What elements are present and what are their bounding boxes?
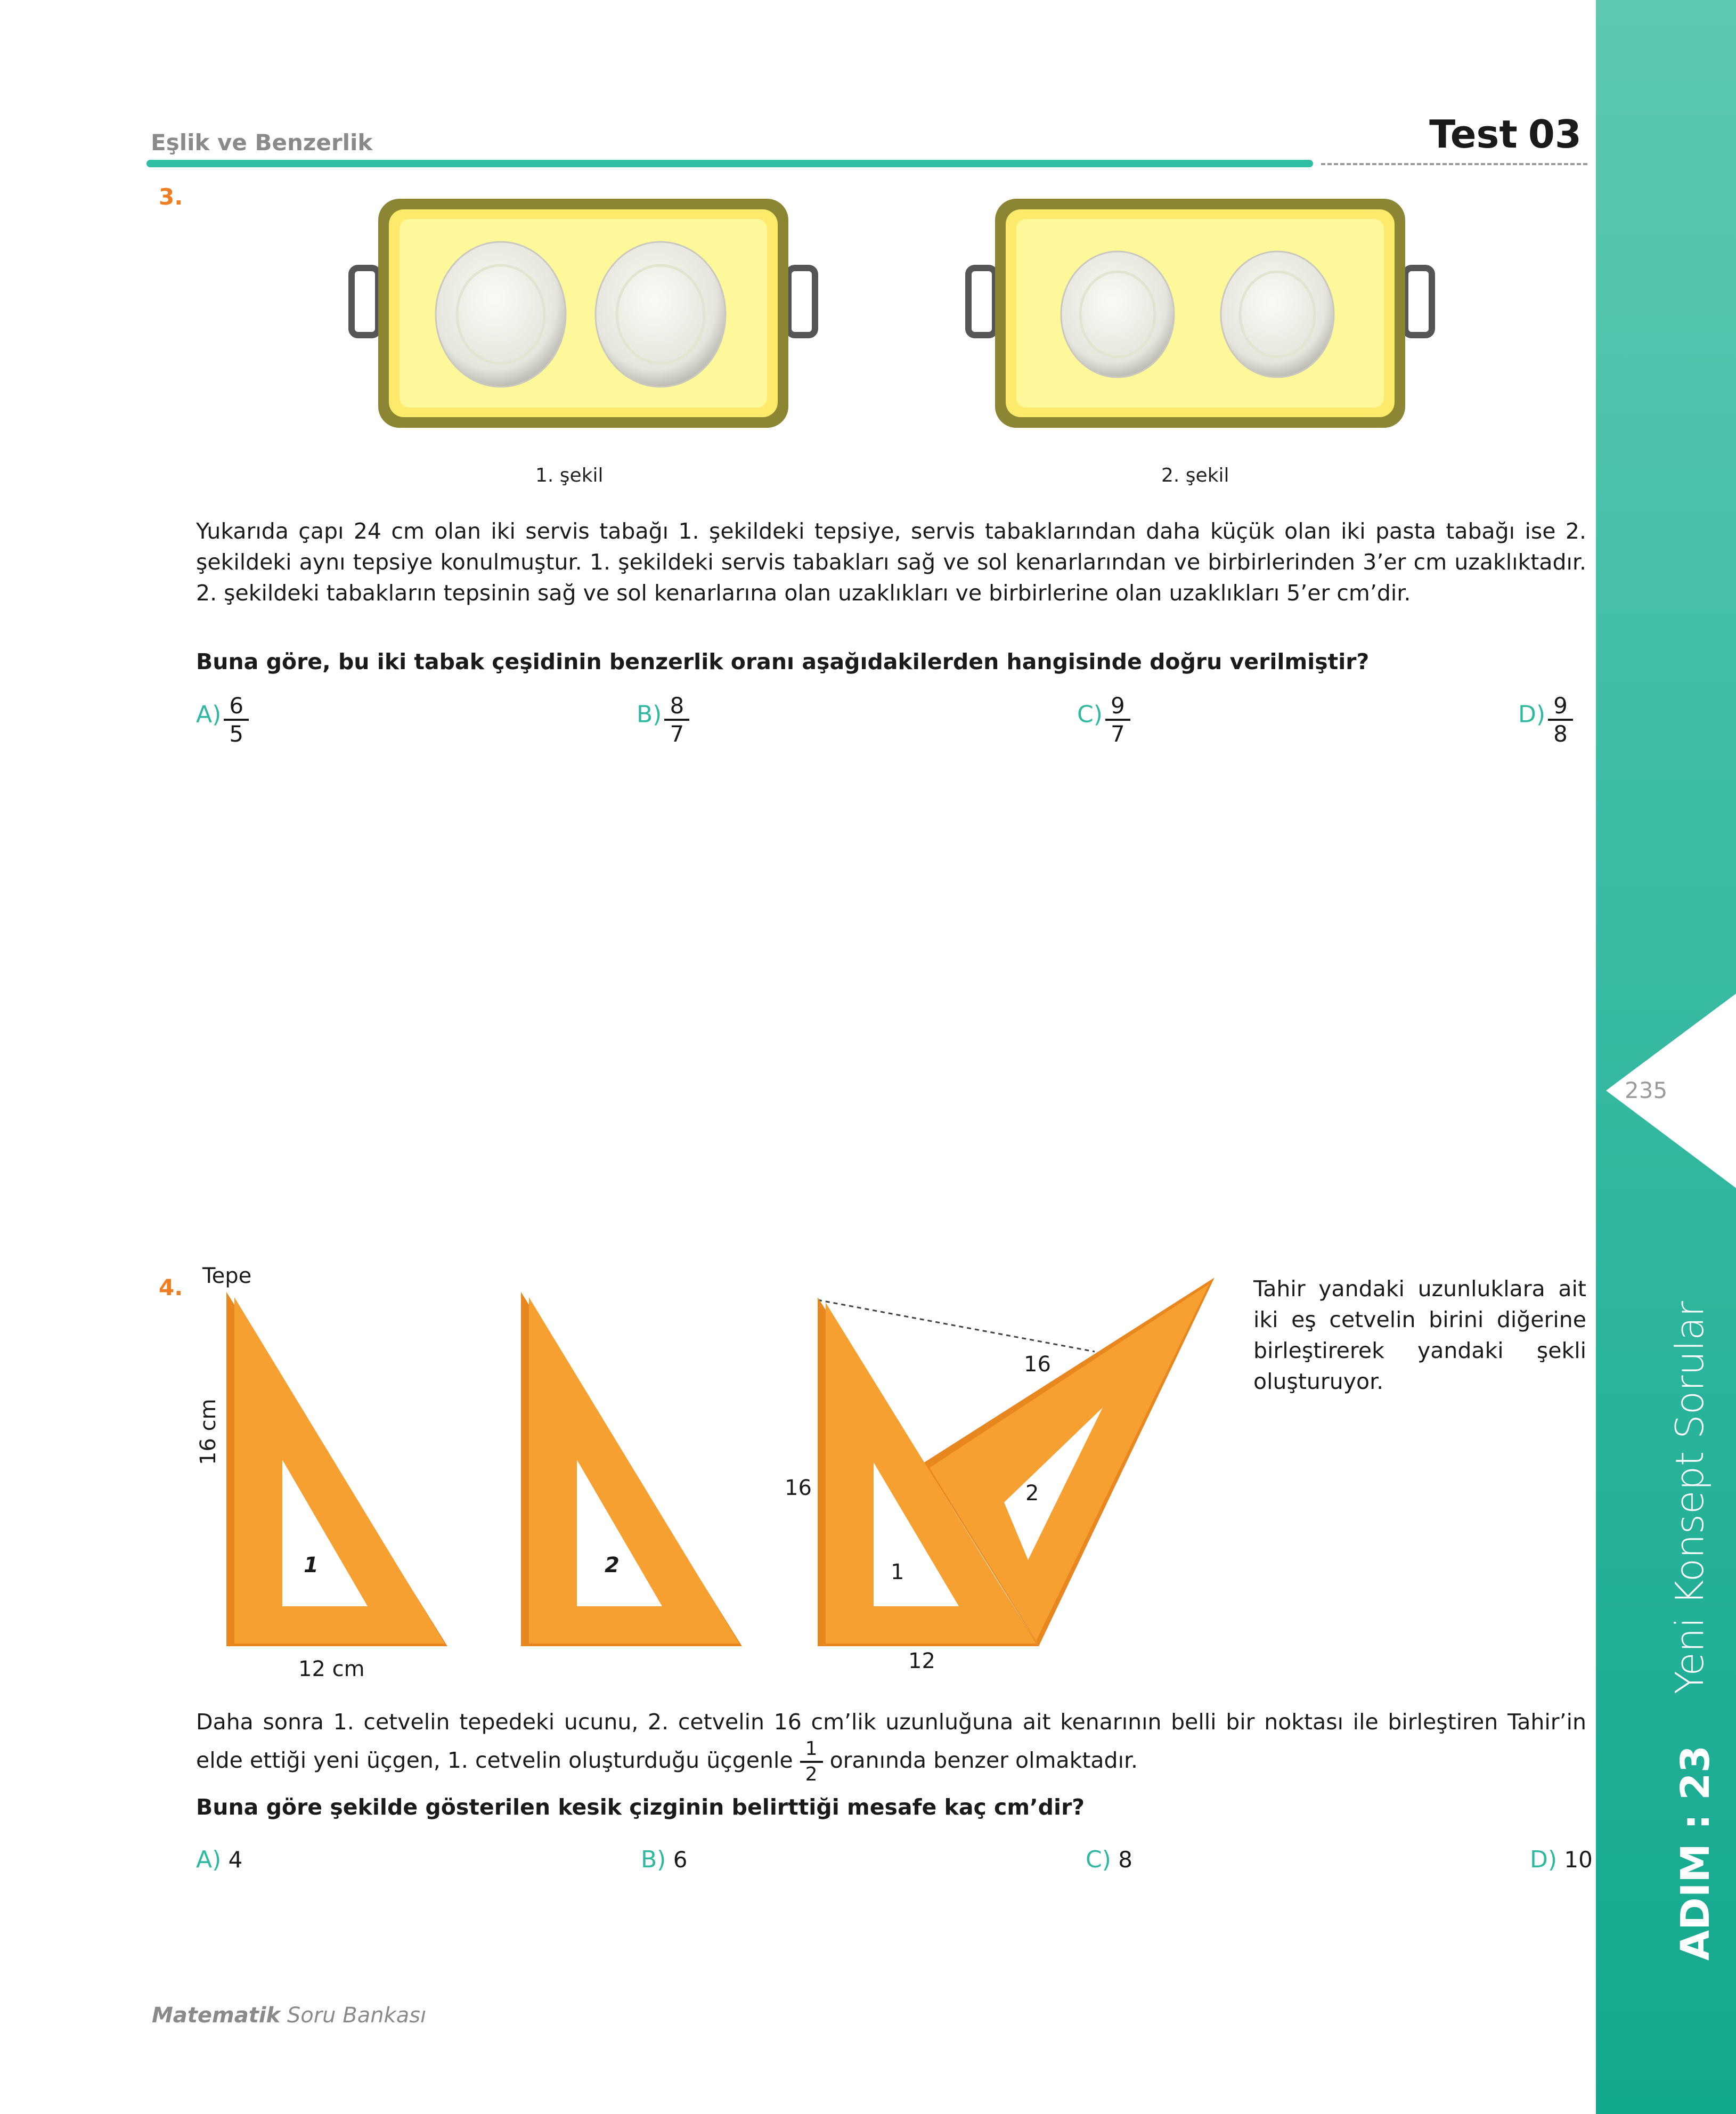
option-fraction: $\frac{8}{7}$ xyxy=(664,693,689,747)
page-number: 235 xyxy=(1625,1077,1668,1103)
ruler-base-label: 12 cm xyxy=(298,1657,365,1681)
ruler-2 xyxy=(521,1292,742,1646)
tepe-label: Tepe xyxy=(202,1264,252,1288)
ruler-figures xyxy=(181,1268,1246,1694)
footer-rest: Soru Bankası xyxy=(287,2003,427,2028)
tray-figure-1 xyxy=(346,194,820,434)
header-dashed-rule xyxy=(1321,163,1587,165)
option-value: 4 xyxy=(228,1847,243,1873)
q4-option-d[interactable] xyxy=(1530,1846,1593,1873)
plate-small-2 xyxy=(1221,251,1334,377)
question-number-4: 4. xyxy=(159,1274,183,1300)
plate-large-1 xyxy=(436,242,566,387)
test-title xyxy=(1429,112,1582,157)
q3-question: Buna göre, bu iki tabak çeşidinin benzerlik oranı aşağıdakilerden hangisinde doğru verilmiştir? xyxy=(196,649,1370,674)
option-value: 6 xyxy=(673,1847,688,1873)
q4-text-start: Daha sonra 1. cetvelin tepedeki ucunu, 2. cetvelin 16 cm’lik uzunluğuna ait kenarının belli bir noktası ile birleştiren Tahir’in elde ettiği yeni üçgen, 1. cetvelin oluşturduğu üçgenle xyxy=(196,1709,1586,1773)
option-fraction: $\frac{6}{5}$ xyxy=(224,693,249,747)
option-fraction: $\frac{9}{7}$ xyxy=(1105,693,1130,747)
q4-option-a[interactable] xyxy=(196,1846,242,1873)
q4-text-end: oranında benzer olmaktadır. xyxy=(829,1747,1138,1773)
option-letter: D) xyxy=(1518,701,1546,728)
option-value: 10 xyxy=(1564,1847,1593,1873)
q4-text xyxy=(196,1706,1586,1786)
footer-bold: Matematik xyxy=(152,2003,281,2028)
header-rule xyxy=(146,160,1313,167)
q3-option-c[interactable] xyxy=(1077,693,1130,747)
option-letter: A) xyxy=(196,1846,222,1873)
q3-option-b[interactable] xyxy=(637,693,689,747)
figure-1-caption: 1. şekil xyxy=(535,465,604,486)
q4-option-c[interactable] xyxy=(1086,1846,1132,1873)
ruler-1 xyxy=(226,1292,447,1646)
q3-option-a[interactable] xyxy=(196,693,249,747)
q4-option-b[interactable] xyxy=(641,1846,687,1873)
ruler-height-label: 16 cm xyxy=(196,1399,221,1465)
ruler-combination xyxy=(818,1278,1215,1646)
plate-large-2 xyxy=(596,242,726,387)
section-title: Yeni Konsept Sorular xyxy=(1667,1301,1712,1694)
test-label: Test xyxy=(1429,112,1518,157)
combo-ruler-1-label: 1 xyxy=(891,1560,904,1584)
q4-side-text: Tahir yandaki uzunluklara ait iki eş cetvelin birini diğerine birleştirerek yandaki şekli oluşturuyor. xyxy=(1253,1276,1586,1394)
question-number-3: 3. xyxy=(159,184,183,210)
ruler-1-label: 1 xyxy=(304,1553,319,1578)
option-fraction: $\frac{9}{8}$ xyxy=(1548,693,1573,747)
q3-text: Yukarıda çapı 24 cm olan iki servis tabağı 1. şekildeki tepsiye, servis tabaklarından daha küçük olan iki pasta tabağı ise 2. şekildeki aynı tepsiye konulmuştur. 1. şekildeki servis tabakları sağ ve sol kenarlarından ve birbirlerinden 3’er cm uzaklıktadır. 2. şekildeki tabakların tepsinin sağ ve sol kenarlarına olan uzaklıkları ve birbirlerine olan uzaklıkları 5’er cm’dir. xyxy=(196,518,1586,606)
combo-height-label: 16 xyxy=(785,1476,812,1500)
combo-ruler-2-label: 2 xyxy=(1025,1481,1039,1506)
plate-small-1 xyxy=(1061,251,1174,377)
figure-2-caption: 2. şekil xyxy=(1161,465,1229,486)
option-letter: A) xyxy=(196,701,222,728)
test-number: 03 xyxy=(1528,112,1582,157)
q4-question: Buna göre şekilde gösterilen kesik çizginin belirttiği mesafe kaç cm’dir? xyxy=(196,1794,1085,1820)
option-letter: B) xyxy=(641,1846,666,1873)
step-label: ADIM : 23 xyxy=(1673,1745,1718,1961)
option-letter: D) xyxy=(1530,1846,1558,1873)
combo-hypotenuse-label: 16 xyxy=(1024,1352,1051,1377)
ruler-2-label: 2 xyxy=(605,1553,620,1578)
option-letter: C) xyxy=(1077,701,1103,728)
q3-option-d[interactable] xyxy=(1518,693,1573,747)
option-letter: C) xyxy=(1086,1846,1111,1873)
option-value: 8 xyxy=(1118,1847,1132,1873)
option-letter: B) xyxy=(637,701,662,728)
subject-title: Eşlik ve Benzerlik xyxy=(151,129,373,156)
combo-base-label: 12 xyxy=(908,1649,935,1673)
tray-figure-2 xyxy=(963,194,1437,434)
ratio-fraction: $\frac{1}{2}$ xyxy=(800,1737,823,1786)
footer-brand xyxy=(152,2003,426,2028)
